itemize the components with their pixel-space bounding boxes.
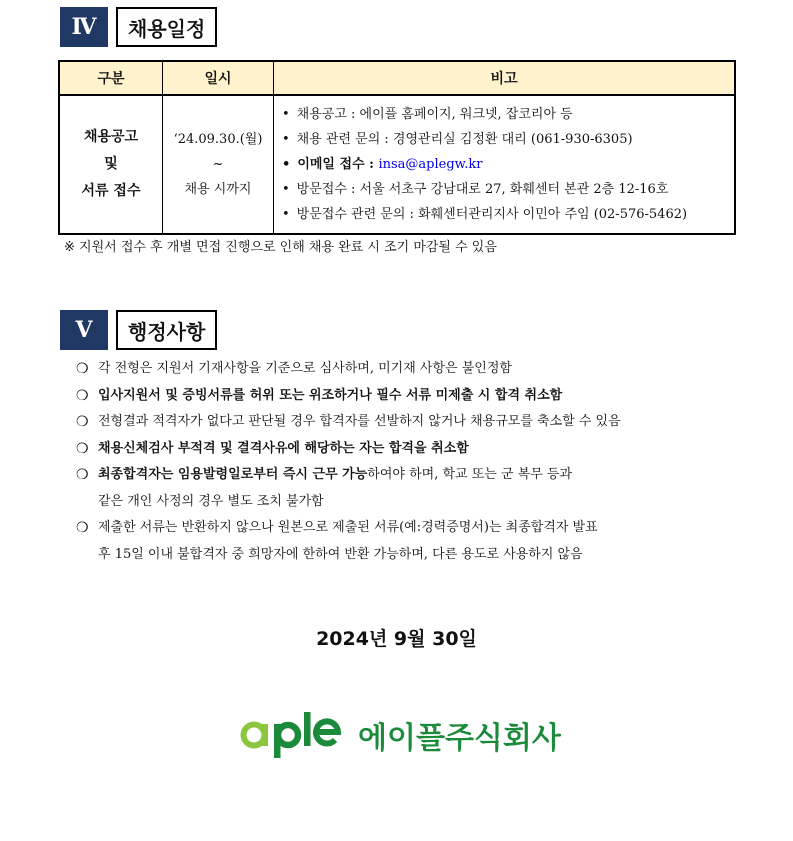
remark-item: • 방문접수 : 서울 서초구 강남대로 27, 화훼센터 본관 2층 12-16호 xyxy=(282,177,728,202)
header-datetime: 일시 xyxy=(163,61,274,95)
admin-list xyxy=(76,356,740,568)
header-category: 구분 xyxy=(59,61,163,95)
email-link[interactable]: insa@aplegw.kr xyxy=(378,157,483,172)
remark-item: • 채용 관련 문의 : 경영관리실 김정환 대리 (061-930-6305) xyxy=(282,127,728,152)
remarks-cell xyxy=(274,95,736,234)
list-item xyxy=(76,383,740,410)
datetime-line: ‘24.09.30.(월) xyxy=(173,132,263,147)
item-text: 전형결과 적격자가 없다고 판단될 경우 합격자를 선발하지 않거나 채용규모를 축소할 수 있음 xyxy=(98,414,621,429)
remark-item-email xyxy=(282,152,728,177)
section-title: 행정사항 xyxy=(116,310,217,350)
category-line: 서류 접수 xyxy=(81,183,141,199)
company-name: 에이플주식회사 xyxy=(358,721,561,756)
item-text xyxy=(98,462,740,515)
list-item xyxy=(76,515,740,568)
datetime-line: 채용 시까지 xyxy=(184,182,252,197)
company-logo xyxy=(240,708,561,762)
section-header-admin xyxy=(60,310,217,350)
item-text-continued: 후 15일 이내 불합격자 중 희망자에 한하여 반환 가능하며, 다른 용도로 사용하지 않음 xyxy=(98,546,583,562)
circle-bullet-icon: ❍ xyxy=(76,387,89,404)
item-text xyxy=(98,515,740,568)
item-text-continued: 같은 개인 사정의 경우 별도 조치 불가함 xyxy=(98,493,324,509)
section-title: 채용일정 xyxy=(116,7,217,47)
remark-item: • 채용공고 : 에이플 홈페이지, 워크넷, 잡코리아 등 xyxy=(282,102,728,127)
item-text: 입사지원서 및 증빙서류를 허위 또는 위조하거나 필수 서류 미제출 시 합격 취소함 xyxy=(98,387,563,403)
item-text-line: 제출한 서류는 반환하지 않으나 원본으로 제출된 서류(예:경력증명서)는 최종합격자 발표 xyxy=(98,520,598,535)
schedule-note: ※ 지원서 접수 후 개별 면접 진행으로 인해 채용 완료 시 조기 마감될 수 있음 xyxy=(64,240,497,255)
circle-bullet-icon: ❍ xyxy=(76,467,89,483)
circle-bullet-icon: ❍ xyxy=(76,414,89,430)
circle-bullet-icon: ❍ xyxy=(76,520,89,536)
email-label: 이메일 접수 : xyxy=(297,157,379,172)
item-text: 채용신체검사 부적격 및 결격사유에 해당하는 자는 합격을 취소함 xyxy=(98,440,469,456)
item-text-rest: 하여야 하며, 학교 또는 군 복무 등과 xyxy=(367,467,573,482)
circle-bullet-icon: ❍ xyxy=(76,440,89,457)
section-numeral: Ⅳ xyxy=(60,7,108,47)
table-row xyxy=(59,95,735,234)
datetime-cell xyxy=(163,95,274,234)
category-line: 및 xyxy=(104,156,118,172)
datetime-line: ~ xyxy=(212,157,224,172)
table-header-row xyxy=(59,61,735,95)
aple-wordmark-logo xyxy=(240,708,352,762)
category-cell xyxy=(59,95,163,234)
list-item xyxy=(76,436,740,463)
header-remarks: 비고 xyxy=(274,61,736,95)
circle-bullet-icon: ❍ xyxy=(76,361,89,377)
category-line: 채용공고 xyxy=(83,129,139,145)
document-date: 2024년 9월 30일 xyxy=(316,628,477,650)
section-numeral: Ⅴ xyxy=(60,310,108,350)
item-text-bold: 최종합격자는 임용발령일로부터 즉시 근무 가능 xyxy=(98,467,368,482)
schedule-table xyxy=(58,60,736,235)
remark-item: • 방문접수 관련 문의 : 화훼센터관리지사 이민아 주임 (02-576-5462) xyxy=(282,202,728,227)
list-item xyxy=(76,356,740,383)
list-item xyxy=(76,409,740,436)
section-header-schedule xyxy=(60,7,217,47)
item-text: 각 전형은 지원서 기재사항을 기준으로 심사하며, 미기재 사항은 불인정함 xyxy=(98,361,512,376)
list-item xyxy=(76,462,740,515)
